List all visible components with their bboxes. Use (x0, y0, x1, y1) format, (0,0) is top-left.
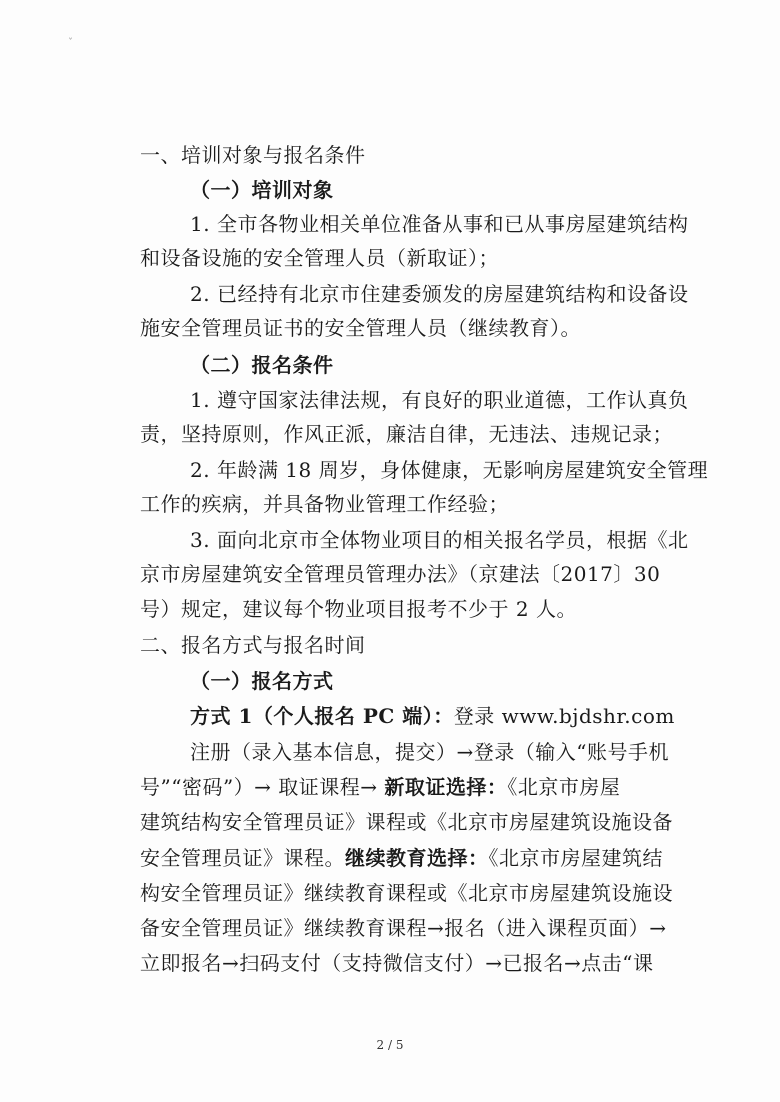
cond1-line2: 责，坚持原则，作风正派，廉洁自律，无违法、违规记录； (140, 422, 673, 446)
item1-line1: 1. 全市各物业相关单位准备从事和已从事房屋建筑结构 (190, 212, 689, 236)
steps-line5: 构安全管理员证》继续教育课程或《北京市房屋建筑设施设 (140, 881, 673, 905)
scan-speck: ˇ (68, 38, 73, 49)
method1-line (190, 701, 675, 731)
new-cert-label: 新取证选择： (384, 775, 508, 799)
item2-line1: 2. 已经持有北京市住建委颁发的房屋建筑结构和设备设 (190, 282, 689, 306)
sub2-heading: （二）报名条件 (190, 353, 334, 377)
steps-line3: 建筑结构安全管理员证》课程或《北京市房屋建筑设施设备 (140, 810, 673, 834)
steps-line4-a: 安全管理员证》课程。 (140, 846, 345, 870)
steps-line2-a: 号”“密码”）→ 取证课程→ (140, 775, 385, 799)
cond3-line3: 号）规定，建议每个物业项目报考不少于 2 人。 (140, 597, 577, 621)
cond2-line1: 2. 年龄满 18 周岁，身体健康，无影响房屋建筑安全管理 (190, 458, 709, 482)
steps-line6: 备安全管理员证》继续教育课程→报名（进入课程页面）→ (140, 916, 667, 940)
section2-heading: 二、报名方式与报名时间 (140, 633, 366, 657)
steps-line4-c: 《北京市房屋建筑结 (488, 846, 663, 870)
steps-line7: 立即报名→扫码支付（支持微信支付）→已报名→点击“课 (140, 951, 654, 975)
cond3-line2: 京市房屋建筑安全管理员管理办法》（京建法〔2017〕30 (140, 562, 661, 586)
sub3-heading: （一）报名方式 (190, 669, 334, 693)
steps-line2-c: 《北京市房屋 (507, 775, 621, 799)
steps-line4 (140, 843, 663, 873)
continuing-edu-label: 继续教育选择： (345, 846, 489, 870)
cond2-line2: 工作的疾病，并具备物业管理工作经验； (140, 492, 509, 516)
steps-line1: 注册（录入基本信息，提交）→登录（输入“账号手机 (190, 740, 669, 764)
method1-url-text: 登录 www.bjdshr.com (453, 704, 675, 728)
page-number: 2 / 5 (376, 1038, 404, 1052)
item1-line2: 和设备设施的安全管理人员（新取证）； (140, 246, 499, 270)
cond1-line1: 1. 遵守国家法律法规，有良好的职业道德，工作认真负 (190, 388, 689, 412)
method1-label: 方式 1（个人报名 PC 端）： (190, 704, 454, 728)
item2-line2: 施安全管理员证书的安全管理人员（继续教育）。 (140, 316, 581, 340)
sub1-heading: （一）培训对象 (190, 178, 334, 202)
steps-line2 (140, 772, 620, 802)
cond3-line1: 3. 面向北京市全体物业项目的相关报名学员，根据《北 (190, 528, 689, 552)
section1-heading: 一、培训对象与报名条件 (140, 143, 366, 167)
